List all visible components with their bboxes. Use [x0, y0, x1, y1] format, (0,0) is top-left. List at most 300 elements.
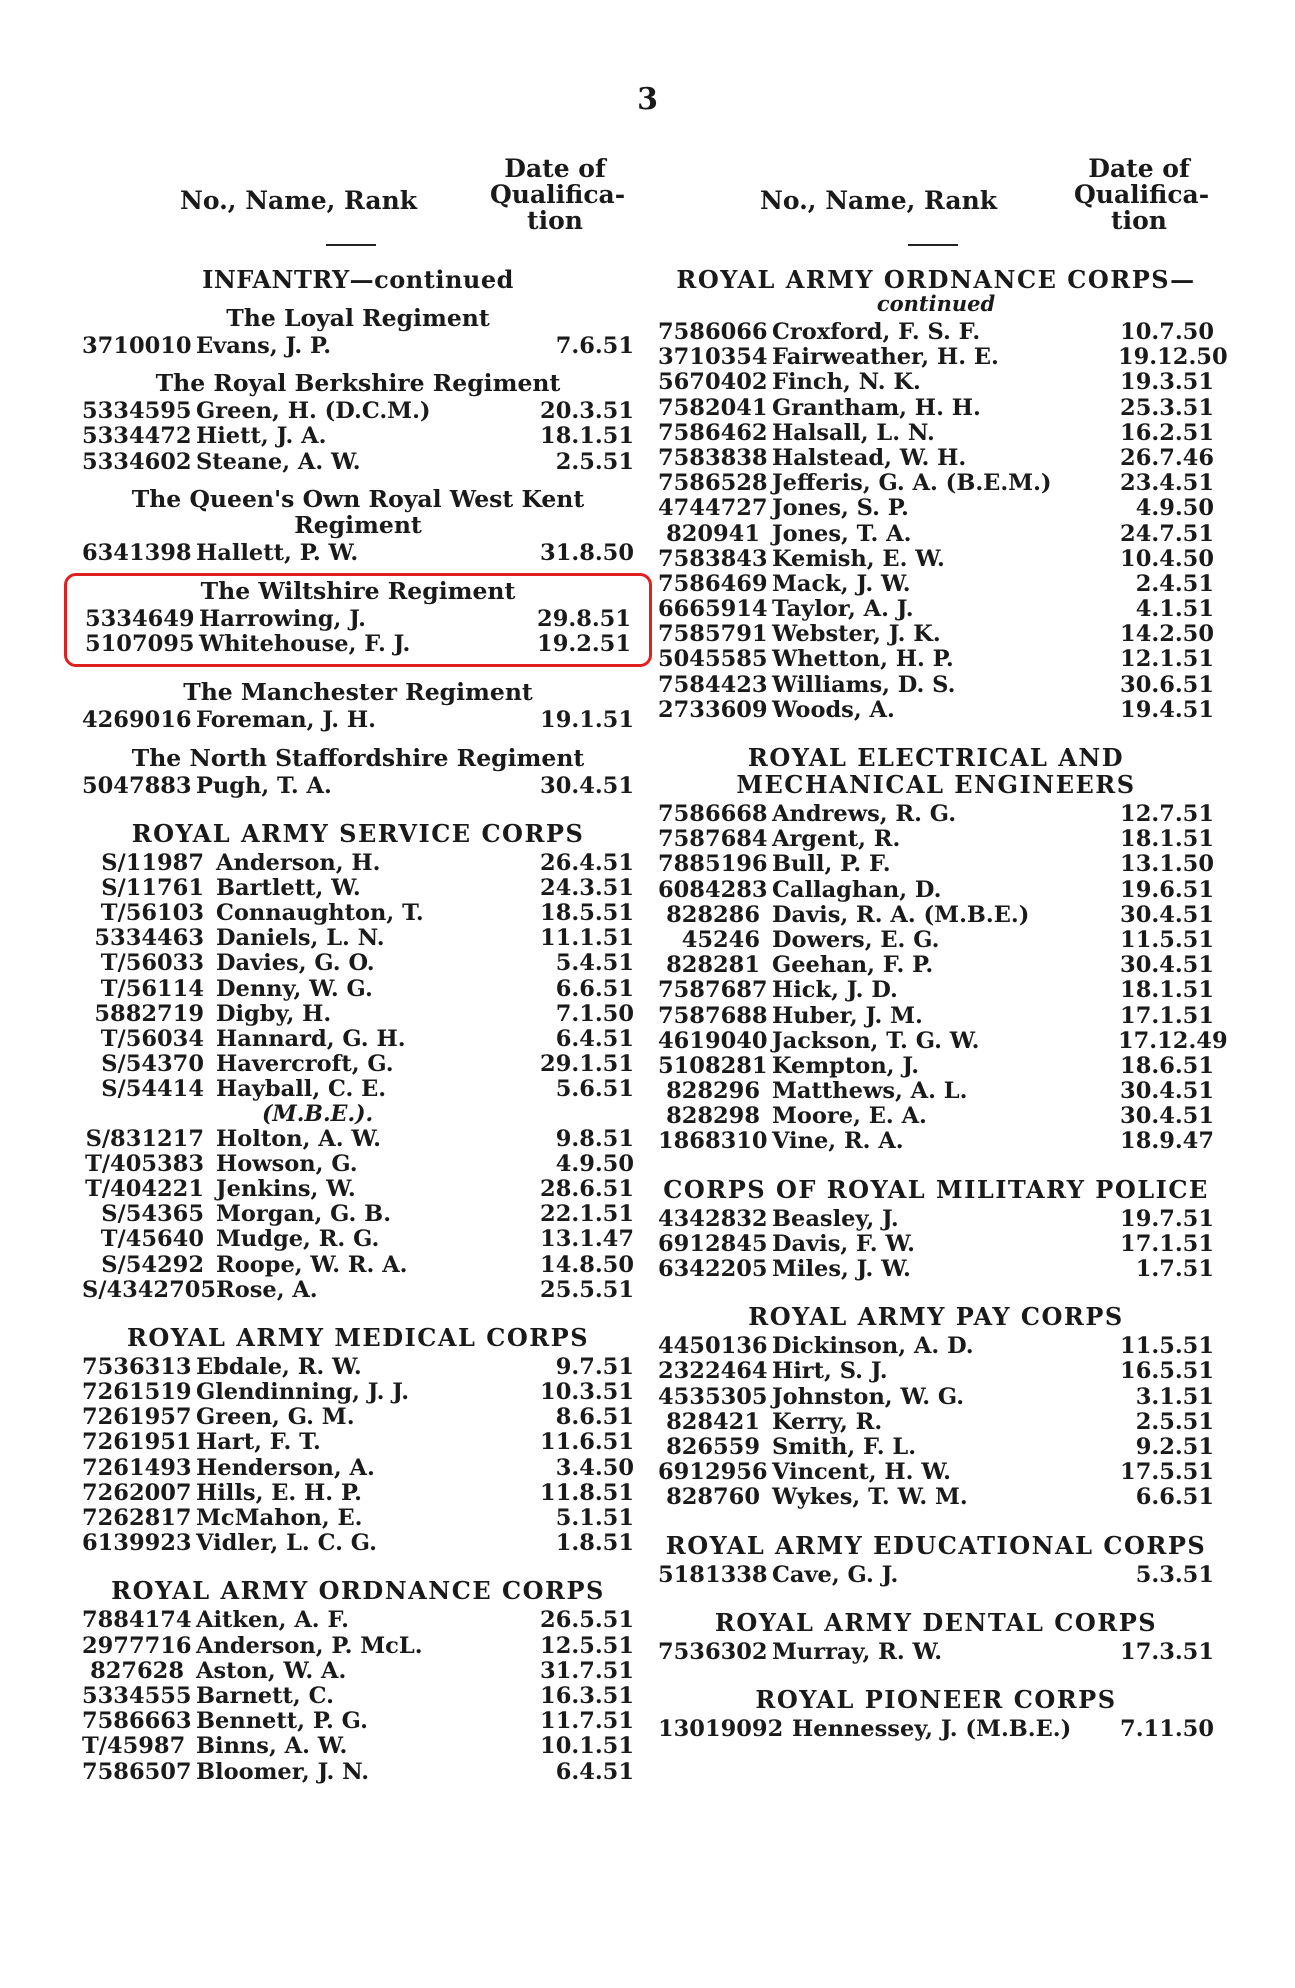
name-rank: Bartlett, W. [216, 874, 361, 901]
service-number: 826559 [666, 1433, 760, 1460]
name-rank: Beasley, J. [772, 1205, 899, 1232]
service-number: T/56103 [100, 900, 204, 927]
list-item [82, 1633, 634, 1658]
service-number: 828281 [666, 952, 760, 979]
qualification-date: 23.4.51 [1120, 470, 1214, 497]
service-number: 6139923 [82, 1530, 192, 1557]
list-item [82, 925, 634, 950]
qualification-date: 5.1.51 [555, 1505, 634, 1531]
service-number: 7587684 [658, 826, 768, 853]
name-rank: Kemish, E. W. [772, 545, 945, 572]
left-column [82, 148, 634, 1806]
list-item [658, 470, 1214, 495]
list-item [658, 877, 1214, 902]
name-rank: Taylor, A. J. [772, 596, 914, 623]
list-item [658, 1384, 1214, 1409]
list-item [658, 1256, 1214, 1281]
service-number: 7262007 [82, 1479, 192, 1506]
qualification-date: 9.8.51 [555, 1125, 634, 1152]
name-rank: Jones, T. A. [772, 520, 912, 547]
qualification-date: 5.4.51 [555, 950, 634, 977]
name-rank: Woods, A. [772, 696, 895, 723]
service-number: 4619040 [658, 1027, 768, 1054]
qualification-date: 10.4.50 [1120, 545, 1214, 572]
service-number: 5108281 [658, 1052, 768, 1079]
service-number: 7584423 [658, 671, 768, 698]
list-item [658, 395, 1214, 420]
service-number: 5107095 [85, 631, 195, 658]
qualification-date: 18.1.51 [540, 423, 634, 450]
name-rank: Hallett, P. W. [196, 539, 359, 566]
list-item [658, 902, 1214, 927]
list-item [82, 950, 634, 975]
qualification-date: 13.1.50 [1120, 851, 1214, 878]
regiment-group [82, 745, 634, 798]
list-item [82, 1683, 634, 1708]
name-rank: Jenkins, W. [216, 1175, 356, 1202]
qualification-date: 17.1.51 [1120, 1002, 1214, 1029]
service-number: 7587687 [658, 977, 768, 1004]
service-number: 828286 [666, 901, 760, 928]
page-number: 3 [637, 82, 658, 117]
name-rank: Mudge, R. G. [216, 1226, 380, 1253]
list-item [658, 1027, 1228, 1054]
name-rank: Hart, F. T. [196, 1429, 321, 1456]
qualification-date: 16.2.51 [1120, 419, 1214, 446]
qualification-date: 18.9.47 [1120, 1128, 1214, 1155]
service-number: T/45987 [82, 1733, 186, 1760]
qualification-date: 19.1.51 [540, 707, 634, 734]
service-number: S/4342705 [82, 1276, 217, 1303]
name-rank: Hayball, C. E. [216, 1076, 387, 1103]
qualification-date: 26.5.51 [540, 1607, 634, 1634]
list-item [658, 1231, 1214, 1256]
corps-section [658, 1609, 1214, 1664]
qualification-date: 19.3.51 [1120, 369, 1214, 396]
list-item [82, 540, 634, 565]
service-number: 5334472 [82, 423, 192, 450]
service-number: 3710010 [82, 333, 192, 359]
name-rank: Roope, W. R. A. [216, 1251, 408, 1278]
qualification-date: 16.3.51 [540, 1682, 634, 1709]
service-number: 7586528 [658, 470, 768, 497]
name-rank: Hick, J. D. [772, 977, 898, 1004]
service-number: 828298 [666, 1103, 760, 1130]
service-number: 4269016 [82, 707, 192, 734]
qualification-date: 5.3.51 [1135, 1561, 1214, 1588]
name-rank: Digby, H. [216, 1000, 332, 1027]
name-rank: Dowers, E. G. [772, 926, 940, 953]
corps-section [658, 1176, 1214, 1282]
qualification-date: 9.7.51 [555, 1353, 634, 1380]
header-name-rank: No., Name, Rank [180, 186, 418, 215]
name-rank: Mack, J. W. [772, 570, 911, 597]
service-number: 6665914 [658, 596, 768, 623]
name-rank: Halsall, L. N. [772, 419, 935, 446]
name-rank: Fairweather, H. E. [772, 344, 999, 371]
continued-label: continued [876, 291, 996, 316]
highlighted-regiment-box [64, 573, 652, 667]
service-number: S/54370 [101, 1051, 204, 1078]
name-rank: Matthews, A. L. [772, 1078, 968, 1105]
qualification-date: 31.8.50 [540, 539, 634, 566]
list-item [82, 850, 634, 875]
name-rank: Green, H. (D.C.M.) [196, 398, 431, 425]
section-title: ROYAL ARMY PAY CORPS [748, 1302, 1124, 1332]
list-item [658, 1128, 1214, 1153]
service-number: 828296 [666, 1078, 760, 1105]
qualification-date: 2.5.51 [1135, 1408, 1214, 1435]
list-item [658, 826, 1214, 851]
service-number: 7583838 [658, 444, 768, 471]
list-item [658, 672, 1214, 697]
qualification-date: 11.5.51 [1120, 1333, 1214, 1360]
qualification-date: 1.8.51 [555, 1530, 634, 1557]
service-number: 5047883 [82, 772, 192, 799]
list-item [658, 1716, 1214, 1741]
list-item [658, 1459, 1214, 1484]
name-rank: Bennett, P. G. [196, 1708, 368, 1735]
name-rank: Hiett, J. A. [196, 423, 327, 450]
name-rank: McMahon, E. [196, 1505, 363, 1531]
qualification-date: 20.3.51 [540, 398, 634, 425]
name-rank: Barnett, C. [196, 1682, 334, 1709]
section-title: ROYAL ELECTRICAL AND MECHANICAL ENGINEERS [736, 743, 1136, 799]
list-item [82, 707, 634, 732]
list-item [82, 333, 634, 358]
list-item [85, 631, 631, 656]
name-rank: Howson, G. [216, 1150, 358, 1177]
name-rank: Vine, R. A. [772, 1128, 904, 1155]
list-item [82, 1607, 634, 1632]
qualification-date: 2.5.51 [555, 448, 634, 475]
qualification-date: 11.8.51 [540, 1479, 634, 1506]
qualification-date: 7.11.50 [1120, 1715, 1214, 1742]
service-number: 6084283 [658, 876, 768, 903]
list-item [82, 1505, 634, 1530]
name-rank: Kempton, J. [772, 1052, 920, 1079]
corps-section [658, 743, 1228, 1155]
regiment-title: The Loyal Regiment [226, 304, 490, 332]
right-sections [658, 265, 1228, 1742]
name-rank: Johnston, W. G. [772, 1383, 965, 1410]
qualification-date: 17.12.49 [1118, 1027, 1228, 1054]
name-rank: Argent, R. [772, 826, 901, 853]
name-rank: Bloomer, J. N. [196, 1758, 370, 1785]
list-item [658, 1078, 1214, 1103]
service-number: 828760 [666, 1484, 760, 1511]
list-item [658, 495, 1214, 520]
name-rank: Connaughton, T. [216, 900, 424, 927]
qualification-date: 13.1.47 [540, 1226, 634, 1253]
name-rank: Evans, J. P. [196, 333, 332, 359]
name-rank: Kerry, R. [772, 1408, 883, 1435]
list-item [658, 1358, 1214, 1383]
honour-note: (M.B.E.). [262, 1100, 374, 1127]
service-number: 1868310 [658, 1128, 768, 1155]
name-rank: Havercroft, G. [216, 1051, 394, 1078]
qualification-date: 6.4.51 [555, 1758, 634, 1785]
service-number: 7587688 [658, 1002, 768, 1029]
qualification-date: 18.1.51 [1120, 826, 1214, 853]
name-rank: Anderson, P. McL. [196, 1632, 423, 1659]
section-title: ROYAL ARMY EDUCATIONAL CORPS [665, 1530, 1207, 1560]
service-number: 6912845 [658, 1230, 768, 1257]
name-rank: Daniels, L. N. [216, 925, 385, 952]
name-rank: Harrowing, J. [199, 605, 366, 632]
qualification-date: 31.7.51 [540, 1657, 634, 1684]
list-item [658, 977, 1214, 1002]
name-rank: Green, G. M. [196, 1404, 355, 1431]
service-number: S/831217 [85, 1125, 204, 1152]
qualification-date: 6.6.51 [555, 975, 634, 1002]
service-number: 7586507 [82, 1758, 192, 1785]
service-number: S/11987 [101, 849, 204, 876]
qualification-date: 3.4.50 [555, 1454, 634, 1481]
service-number: 6341398 [82, 539, 192, 566]
service-number: 4744727 [658, 495, 768, 522]
name-rank: Webster, J. K. [772, 621, 941, 648]
regiment-title: The Manchester Regiment [183, 678, 533, 707]
name-rank: Whitehouse, F. J. [199, 631, 411, 658]
list-item [658, 621, 1214, 646]
list-item [658, 646, 1214, 671]
list-item [658, 1409, 1214, 1434]
service-number: 5334595 [82, 398, 192, 425]
name-rank: Morgan, G. B. [216, 1201, 392, 1228]
section-title: ROYAL ARMY ORDNANCE CORPS— [676, 265, 1196, 294]
name-rank: Davis, R. A. (M.B.E.) [772, 901, 1030, 928]
service-number: 5670402 [658, 369, 768, 396]
service-number: 820941 [666, 520, 760, 547]
header-rule [908, 244, 958, 246]
service-number: 3710354 [658, 344, 768, 371]
list-item [658, 1639, 1214, 1664]
service-number: 7536302 [658, 1638, 768, 1665]
service-number: 7884174 [82, 1607, 192, 1634]
name-rank: Glendinning, J. J. [196, 1379, 410, 1406]
service-number: 5334555 [82, 1682, 192, 1709]
service-number: 7586663 [82, 1708, 192, 1735]
service-number: T/56114 [100, 975, 204, 1002]
corps-section [82, 1577, 634, 1783]
name-rank: Anderson, H. [216, 849, 381, 876]
list-item [658, 1333, 1214, 1358]
name-rank: Bull, P. F. [772, 851, 891, 878]
list-item [85, 606, 631, 631]
name-rank: Murray, R. W. [772, 1638, 943, 1665]
list-item [658, 546, 1214, 571]
service-number: 7586066 [658, 319, 768, 345]
name-rank: Callaghan, D. [772, 876, 942, 903]
service-number: 6912956 [658, 1459, 768, 1486]
list-item [82, 1252, 634, 1277]
qualification-date: 28.6.51 [540, 1175, 634, 1202]
qualification-date: 17.1.51 [1120, 1230, 1214, 1257]
name-rank: Hills, E. H. P. [196, 1479, 363, 1506]
qualification-date: 10.1.51 [540, 1733, 634, 1760]
list-item [658, 1003, 1214, 1028]
qualification-date: 29.1.51 [540, 1051, 634, 1078]
qualification-date: 11.7.51 [540, 1708, 634, 1735]
qualification-date: 1.7.51 [1135, 1256, 1214, 1282]
name-rank: Whetton, H. P. [772, 646, 954, 673]
list-item [82, 1277, 634, 1302]
qualification-date: 25.3.51 [1120, 394, 1214, 421]
name-rank: Dickinson, A. D. [772, 1333, 974, 1360]
service-number: T/56034 [100, 1026, 204, 1052]
name-rank: Moore, E. A. [772, 1103, 927, 1130]
service-number: 7586668 [658, 801, 768, 827]
qualification-date: 12.5.51 [540, 1632, 634, 1659]
qualification-date: 30.4.51 [540, 772, 634, 799]
list-item [82, 1076, 634, 1101]
qualification-date: 8.6.51 [555, 1404, 634, 1431]
regiment-group [82, 486, 634, 565]
qualification-date: 30.6.51 [1120, 671, 1214, 698]
name-rank: Wykes, T. W. M. [772, 1484, 968, 1511]
list-item [658, 801, 1214, 826]
list-item [82, 1658, 634, 1683]
qualification-date: 11.1.51 [540, 925, 634, 952]
service-number: S/54292 [101, 1251, 204, 1278]
section-title: ROYAL ARMY MEDICAL CORPS [126, 1322, 590, 1352]
service-number: 7262817 [82, 1505, 192, 1531]
qualification-date: 11.6.51 [540, 1429, 634, 1456]
qualification-date: 26.4.51 [540, 849, 634, 876]
service-number: 6342205 [658, 1256, 768, 1282]
section-title: INFANTRY—continued [202, 265, 514, 294]
qualification-date: 12.7.51 [1120, 801, 1214, 827]
qualification-date: 30.4.51 [1120, 952, 1214, 979]
list-item [82, 1733, 634, 1758]
qualification-date: 24.7.51 [1120, 520, 1214, 547]
name-rank: Halstead, W. H. [772, 444, 967, 471]
service-number: 7585791 [658, 621, 768, 648]
list-item [658, 420, 1214, 445]
header-date-of-qualification: Date of Qualifica- tion [1074, 154, 1210, 235]
header-rule [326, 244, 376, 246]
service-number: 7586462 [658, 419, 768, 446]
qualification-date: 12.1.51 [1120, 646, 1214, 673]
service-number: 5181338 [658, 1561, 768, 1588]
service-number: 4535305 [658, 1383, 768, 1410]
list-item [658, 851, 1214, 876]
name-rank: Steane, A. W. [196, 448, 361, 475]
column-header [658, 148, 1214, 266]
name-rank: Jefferis, G. A. (B.E.M.) [772, 470, 1052, 497]
service-number: 828421 [666, 1408, 760, 1435]
section-title: ROYAL ARMY DENTAL CORPS [714, 1607, 1158, 1637]
qualification-date: 19.6.51 [1120, 876, 1214, 903]
name-rank: Davies, G. O. [216, 950, 375, 977]
service-number: 2733609 [658, 696, 768, 723]
service-number: 5334463 [94, 925, 204, 952]
qualification-date: 29.8.51 [537, 605, 631, 632]
list-item [82, 398, 634, 423]
corps-section [82, 820, 634, 1302]
service-number: 7586469 [658, 570, 768, 597]
corps-section [82, 266, 634, 798]
header-date-of-qualification: Date of Qualifica- tion [490, 154, 626, 235]
service-number: 5334602 [82, 448, 192, 475]
name-rank: Foreman, J. H. [196, 707, 376, 734]
list-item [82, 1051, 634, 1076]
service-number: T/56033 [100, 950, 204, 977]
service-number: 7261493 [82, 1454, 192, 1481]
qualification-date: 14.2.50 [1120, 621, 1214, 648]
qualification-date: 2.4.51 [1135, 570, 1214, 597]
name-rank: Smith, F. L. [772, 1433, 917, 1460]
list-item [658, 319, 1214, 344]
service-number: 2977716 [82, 1632, 192, 1659]
list-item [82, 1429, 634, 1454]
list-item [82, 1226, 634, 1251]
name-rank: Andrews, R. G. [772, 801, 957, 827]
name-rank: Jackson, T. G. W. [772, 1027, 980, 1054]
qualification-date: 18.1.51 [1120, 977, 1214, 1004]
qualification-date: 30.4.51 [1120, 1078, 1214, 1105]
name-rank: Aitken, A. F. [196, 1607, 349, 1634]
list-item [658, 1053, 1214, 1078]
left-sections [82, 266, 634, 1784]
regiment-title: The Queen's Own Royal West Kent Regiment [131, 484, 585, 539]
qualification-date: 19.12.50 [1118, 344, 1228, 371]
list-item [82, 1151, 634, 1176]
list-item [82, 423, 634, 448]
qualification-date: 16.5.51 [1120, 1358, 1214, 1385]
qualification-date: 14.8.50 [540, 1251, 634, 1278]
regiment-group [82, 679, 634, 732]
service-number: 13019092 [658, 1715, 784, 1742]
service-number: 4450136 [658, 1333, 768, 1360]
service-number: 45246 [681, 926, 760, 953]
service-number: 7536313 [82, 1353, 192, 1380]
list-item [82, 1176, 634, 1201]
service-number: S/54414 [101, 1076, 204, 1103]
corps-section [82, 1324, 634, 1556]
list-item [82, 1404, 634, 1429]
name-rank: Williams, D. S. [772, 671, 956, 698]
qualification-date: 19.4.51 [1120, 696, 1214, 723]
list-item [82, 1379, 634, 1404]
list-item [658, 1103, 1214, 1128]
name-rank: Holton, A. W. [216, 1125, 381, 1152]
name-rank: Ebdale, R. W. [196, 1353, 362, 1380]
list-item [658, 1206, 1214, 1231]
section-title: ROYAL ARMY SERVICE CORPS [131, 818, 585, 848]
list-item [82, 1026, 634, 1051]
list-item [658, 927, 1214, 952]
list-item [82, 976, 634, 1001]
name-rank: Miles, J. W. [772, 1256, 911, 1282]
name-rank: Pugh, T. A. [196, 772, 332, 799]
section-title: CORPS OF ROYAL MILITARY POLICE [663, 1174, 1209, 1204]
list-item [82, 1126, 634, 1151]
name-rank: Aston, W. A. [196, 1657, 347, 1684]
service-number: 5045585 [658, 646, 768, 673]
name-rank: Hirt, S. J. [772, 1358, 888, 1385]
name-rank: Davis, F. W. [772, 1230, 916, 1257]
name-rank: Vidler, L. C. G. [196, 1530, 377, 1557]
regiment-group [82, 305, 634, 358]
name-rank: Binns, A. W. [196, 1733, 348, 1760]
service-number: S/11761 [101, 874, 204, 901]
service-number: 5882719 [94, 1000, 204, 1027]
name-rank: Cave, G. J. [772, 1561, 899, 1588]
corps-section [658, 265, 1228, 723]
qualification-date: 30.4.51 [1120, 1103, 1214, 1130]
